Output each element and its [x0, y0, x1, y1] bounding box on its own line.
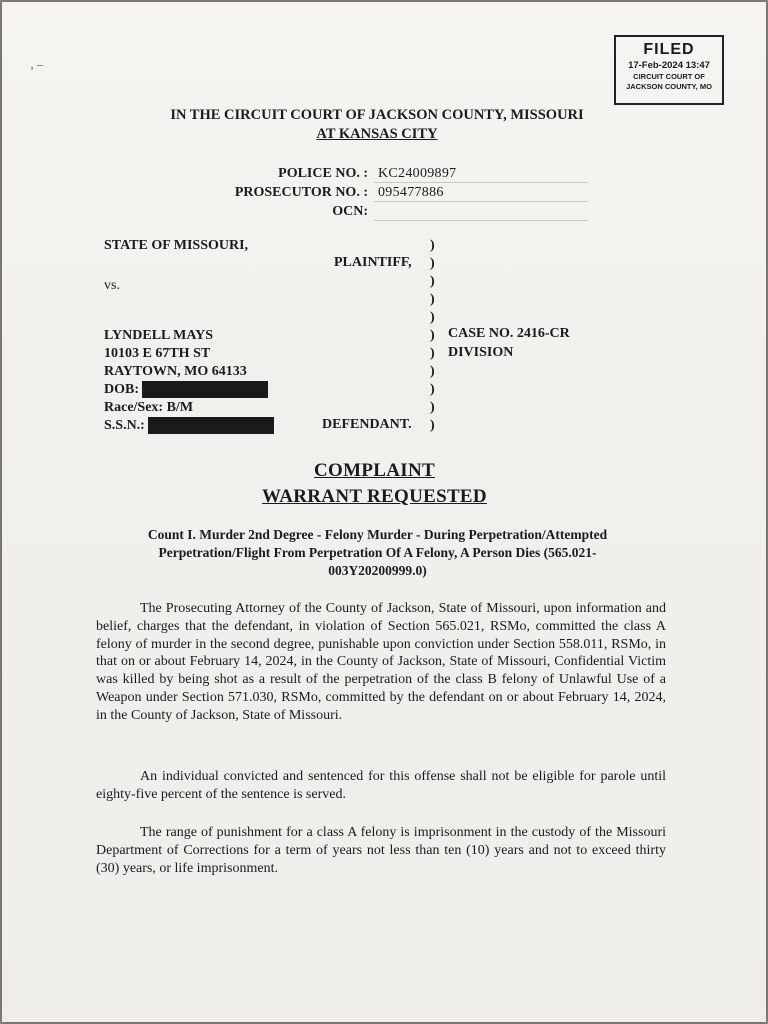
- defendant-address-line1: 10103 E 67TH ST: [104, 346, 211, 361]
- plaintiff-label: PLAINTIFF,: [334, 255, 412, 270]
- ssn-redaction: [148, 417, 274, 434]
- court-location: AT KANSAS CITY: [316, 126, 438, 142]
- parole-text: An individual convicted and sentenced for this offense shall not be eligible for parole until eighty-five percent of the sentence is served.: [96, 769, 666, 802]
- prosecutor-number-label: PROSECUTOR NO. :: [234, 185, 368, 200]
- ocn-label: OCN:: [332, 204, 368, 219]
- title-warrant-requested: WARRANT REQUESTED: [262, 486, 487, 507]
- parole-paragraph: [96, 768, 666, 804]
- charge-paragraph: [96, 600, 666, 725]
- caption-parentheses: ) ) ) ) ) ) ) ) ) ) ): [430, 238, 435, 433]
- case-number: CASE NO. 2416-CR: [448, 326, 570, 341]
- filed-stamp-word: FILED: [643, 41, 695, 58]
- filed-stamp-datetime: 17-Feb-2024 13:47: [628, 60, 710, 71]
- document-title: [202, 458, 547, 510]
- division-label: DIVISION: [448, 345, 514, 360]
- police-number-row: [182, 164, 588, 183]
- defendant-name: LYNDELL MAYS: [104, 328, 214, 343]
- prosecutor-number-value: 095477886: [374, 183, 588, 202]
- ssn-label: S.S.N.:: [104, 418, 145, 433]
- count-heading: Count I. Murder 2nd Degree - Felony Murder - During Perpetration/Attempted Perpetration/Flight From Perpetration Of A Felony, A Person Dies (565.021-003Y20200999.0): [147, 527, 608, 578]
- prosecutor-number-row: [182, 183, 588, 202]
- case-number-block: [448, 324, 570, 362]
- defendant-label: DEFENDANT.: [322, 417, 412, 432]
- court-name: IN THE CIRCUIT COURT OF JACKSON COUNTY, MISSOURI: [170, 107, 584, 123]
- dob-label: DOB:: [104, 382, 139, 397]
- plaintiff-name: STATE OF MISSOURI,: [104, 238, 249, 253]
- dob-redaction: [142, 381, 268, 398]
- charge-text: The Prosecuting Attorney of the County of Jackson, State of Missouri, upon information and belief, charges that the defendant, in violation of Section 565.021, RSMo, committed the class A felony of murder in the second degree, punishable upon conviction under Section 558.011, RSMo, in that on or about February 14, 2024, in the County of Jackson, State of Missouri, Confidential Victim was killed by being shot as a result of the perpetration of the class B felony of Unlawful Use of a Weapon under Section 571.030, RSMo, committed by the defendant on or about February 14, 2024, in the County of Jackson, State of Missouri.: [96, 601, 666, 723]
- dob-row: [104, 381, 274, 399]
- case-numbers-block: [182, 164, 588, 221]
- filed-stamp-court-line2: JACKSON COUNTY, MO: [626, 82, 712, 91]
- filed-stamp: [614, 35, 724, 105]
- ocn-value: [374, 202, 588, 221]
- title-complaint: COMPLAINT: [314, 460, 435, 481]
- complaint-document: [2, 2, 766, 1022]
- defendant-address-line2: RAYTOWN, MO 64133: [104, 364, 247, 379]
- police-number-label: POLICE NO. :: [278, 166, 368, 181]
- race-sex: Race/Sex: B/M: [104, 400, 194, 415]
- court-caption: [122, 106, 632, 144]
- stray-pen-marks: ‚ –: [30, 57, 43, 71]
- ocn-row: [182, 202, 588, 221]
- police-number-value: KC24009897: [374, 164, 588, 183]
- filed-stamp-court-line1: CIRCUIT COURT OF: [633, 72, 705, 81]
- versus-label: vs.: [104, 278, 120, 293]
- punishment-text: The range of punishment for a class A felony is imprisonment in the custody of the Missouri Department of Corrections for a term of years not less than ten (10) years and not to exceed thirty (30) years, or life imprisonment.: [96, 825, 666, 876]
- parties-block: [104, 237, 274, 435]
- ssn-row: [104, 417, 274, 435]
- punishment-paragraph: [96, 824, 666, 877]
